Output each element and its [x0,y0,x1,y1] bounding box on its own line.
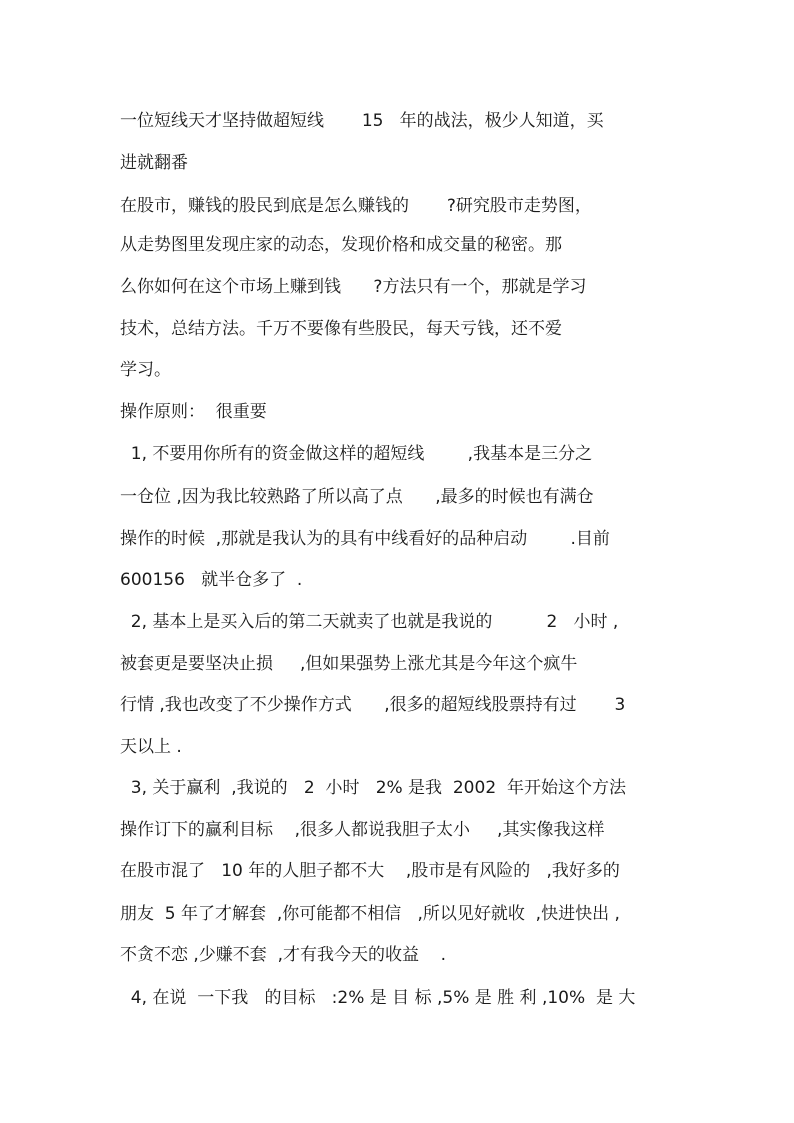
intro-line: 学习。 [120,360,171,380]
rule-line: 1, 不要用你所有的资金做这样的超短线 ,我基本是三分之 [120,444,593,464]
rule-line: 不贪不恋 ,少赚不套 ,才有我今天的收益 . [120,945,447,965]
rule-line: 4, 在说 一下我 的目标 :2% 是 目 标 ,5% 是 胜 利 ,10% 是 大 [120,988,636,1008]
rule-line: 天以上 . [120,737,182,757]
intro-line: 技术，总结方法。千万不要像有些股民，每天亏钱，还不爱 [120,319,562,339]
intro-line: 在股市，赚钱的股民到底是怎么赚钱的 ?研究股市走势图， [120,196,592,216]
rule-line: 被套更是要坚决止损 ,但如果强势上涨尤其是今年这个疯牛 [120,654,578,674]
rule-line: 行情 ,我也改变了不少操作方式 ,很多的超短线股票持有过 3 [120,695,626,715]
rule-line: 3, 关于赢利 ,我说的 2 小时 2% 是我 2002 年开始这个方法 [120,778,626,798]
rule-line: 朋友 5 年了才解套 ,你可能都不相信 ,所以见好就收 ,快进快出 , [120,904,620,924]
rule-line: 在股市混了 10 年的人胆子都不大 ,股市是有风险的 ,我好多的 [120,861,620,881]
rule-line: 一仓位 ,因为我比较熟路了所以高了点 ,最多的时候也有满仓 [120,487,594,507]
intro-line: 么你如何在这个市场上赚到钱 ?方法只有一个，那就是学习 [120,277,587,297]
intro-line: 从走势图里发现庄家的动态，发现价格和成交量的秘密。那 [120,235,562,255]
principles-heading: 操作原则： 很重要 [120,402,267,422]
rule-line: 操作订下的赢利目标 ,很多人都说我胆子太小 ,其实像我这样 [120,820,605,840]
title-line-2: 进就翻番 [120,153,188,173]
rule-line: 600156 就半仓多了 . [120,570,303,590]
title-line-1: 一位短线天才坚持做超短线 15 年的战法，极少人知道，买 [120,111,604,131]
rule-line: 2, 基本上是买入后的第二天就卖了也就是我说的 2 小时 , [120,612,619,632]
rule-line: 操作的时候 ,那就是我认为的具有中线看好的品种启动 .目前 [120,529,610,549]
